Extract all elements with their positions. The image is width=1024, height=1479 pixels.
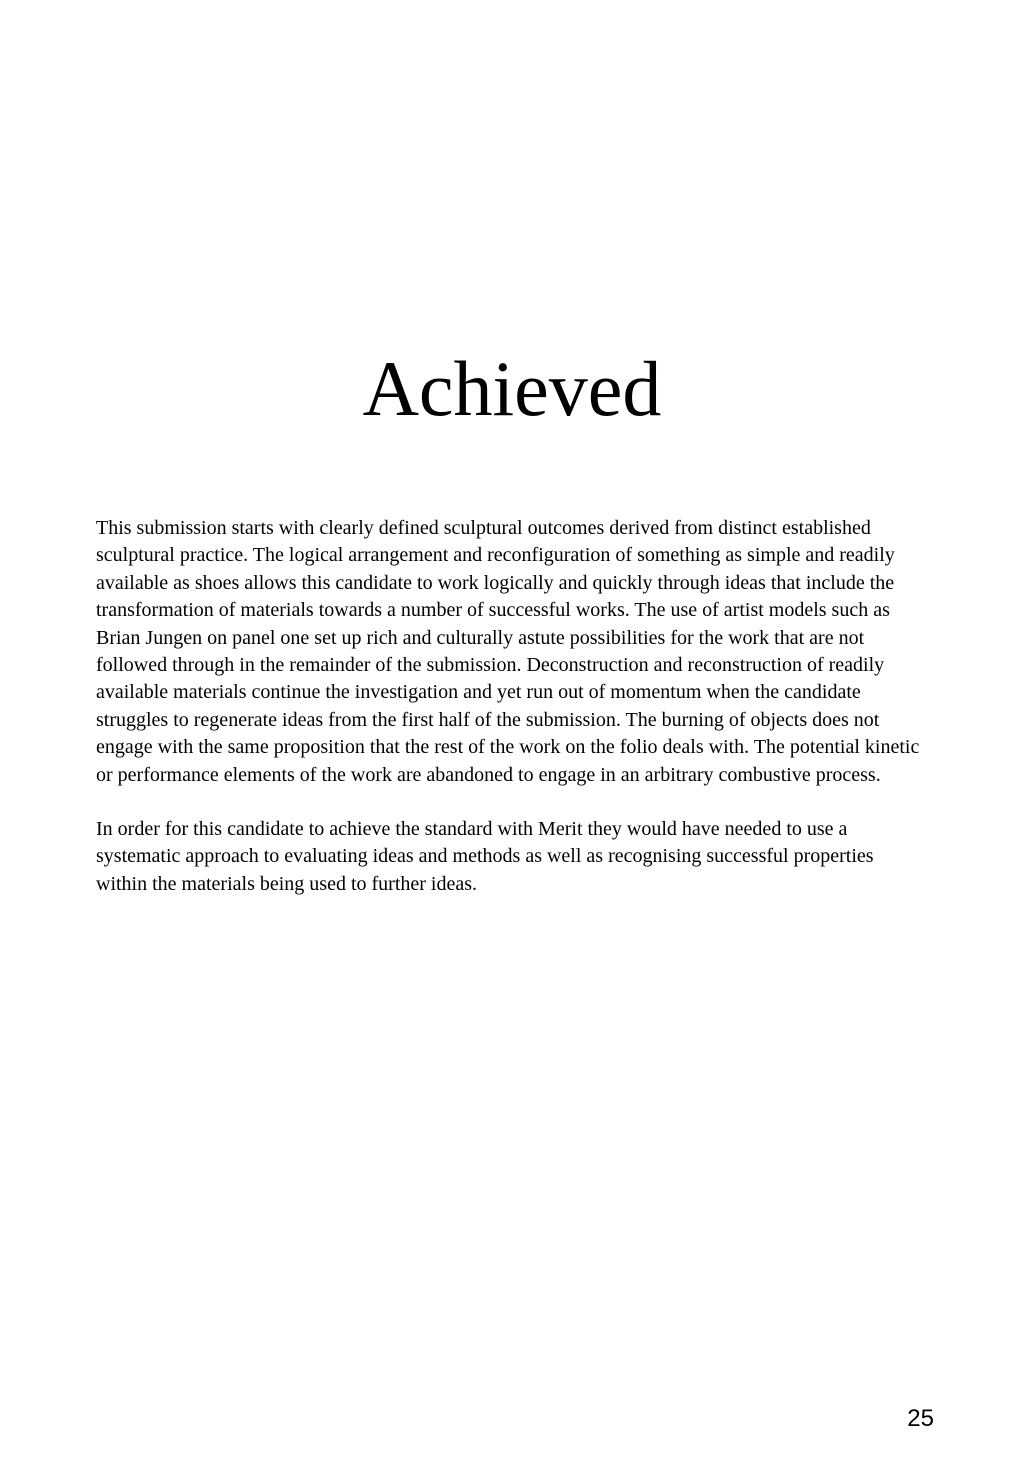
body-text bbox=[96, 515, 926, 925]
paragraph-merit-advice: In order for this candidate to achieve the standard with Merit they would have needed to use a systematic approach to evaluating ideas and methods as well as recognising successful properties within the materials being used to further ideas. bbox=[96, 818, 874, 895]
page-title: Achieved bbox=[362, 345, 662, 432]
page-number: 25 bbox=[907, 1405, 934, 1432]
paragraph-assessment: This submission starts with clearly defined sculptural outcomes derived from distinct established sculptural practice. The logical arrangement and reconfiguration of something as simple and readily available as shoes allows this candidate to work logically and quickly through ideas that include the transformation of materials towards a number of successful works. The use of artist models such as Brian Jungen on panel one set up rich and culturally astute possibilities for the work that are not followed through in the remainder of the submission. Deconstruction and reconstruction of readily available materials continue the investigation and yet run out of momentum when the candidate struggles to regenerate ideas from the first half of the submission. The burning of objects does not engage with the same proposition that the rest of the work on the folio deals with. The potential kinetic or performance elements of the work are abandoned to engage in an arbitrary combustive process. bbox=[96, 517, 920, 786]
